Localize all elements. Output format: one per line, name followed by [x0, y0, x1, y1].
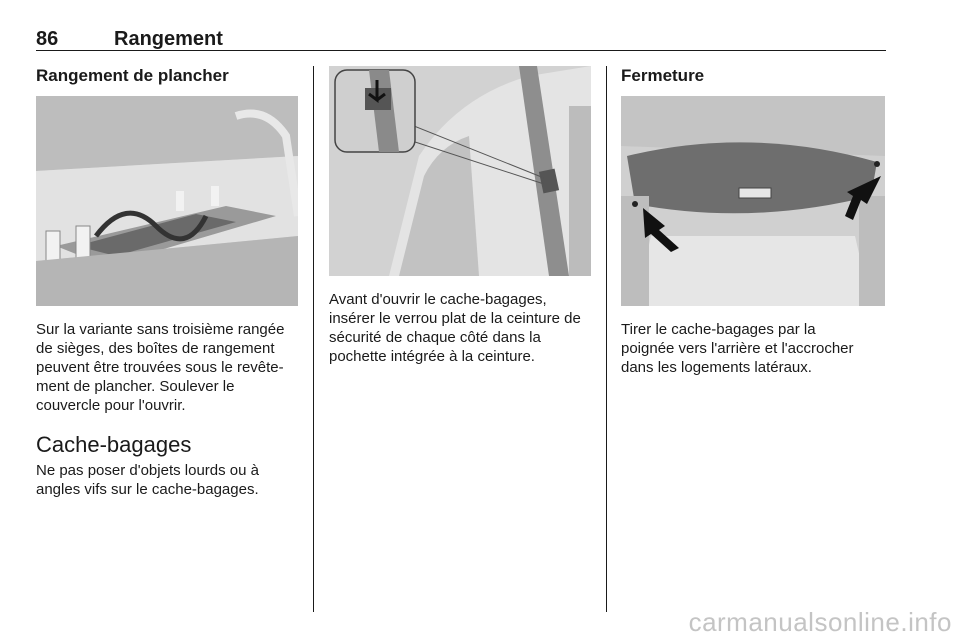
figure-closing-cover: [621, 96, 885, 306]
text-line: de sièges, des boîtes de rangement: [36, 340, 275, 357]
paragraph-closing: [621, 320, 885, 377]
text-line: Sur la variante sans troisième rangée: [36, 321, 285, 338]
text-line: sécurité de chaque côté dans la: [329, 329, 541, 346]
text-line: ment de plancher. Soulever le: [36, 378, 235, 395]
text-line: peuvent être trouvées sous le revête-: [36, 359, 284, 376]
paragraph-luggage-cover-warning: [36, 461, 306, 499]
section-heading-luggage-cover: Cache-bagages: [36, 432, 192, 457]
text-line: pochette intégrée à la ceinture.: [329, 348, 535, 365]
chapter-title: Rangement: [114, 28, 223, 50]
paragraph-seatbelt-lock: [329, 290, 604, 366]
section-heading-floor-storage: Rangement de plancher: [36, 66, 229, 85]
text-line: poignée vers l'arrière et l'accrocher: [621, 340, 854, 357]
text-line: Avant d'ouvrir le cache-bagages,: [329, 291, 547, 308]
page-number: 86: [36, 28, 59, 50]
figure-floor-storage: [36, 96, 298, 306]
page-header: [36, 28, 886, 51]
column-divider-2: [606, 66, 607, 612]
watermark: carmanualsonline.info: [688, 607, 952, 637]
text-line: dans les logements latéraux.: [621, 359, 812, 376]
text-line: Tirer le cache-bagages par la: [621, 321, 816, 338]
figure-seatbelt-lock: [329, 66, 591, 276]
section-heading-closing: Fermeture: [621, 66, 705, 85]
text-line: Ne pas poser d'objets lourds ou à: [36, 462, 260, 479]
text-line: couvercle pour l'ouvrir.: [36, 397, 186, 414]
column-divider-1: [313, 66, 314, 612]
paragraph-floor-storage: [36, 320, 306, 415]
text-line: angles vifs sur le cache-bagages.: [36, 481, 259, 498]
text-line: insérer le verrou plat de la ceinture de: [329, 310, 581, 327]
